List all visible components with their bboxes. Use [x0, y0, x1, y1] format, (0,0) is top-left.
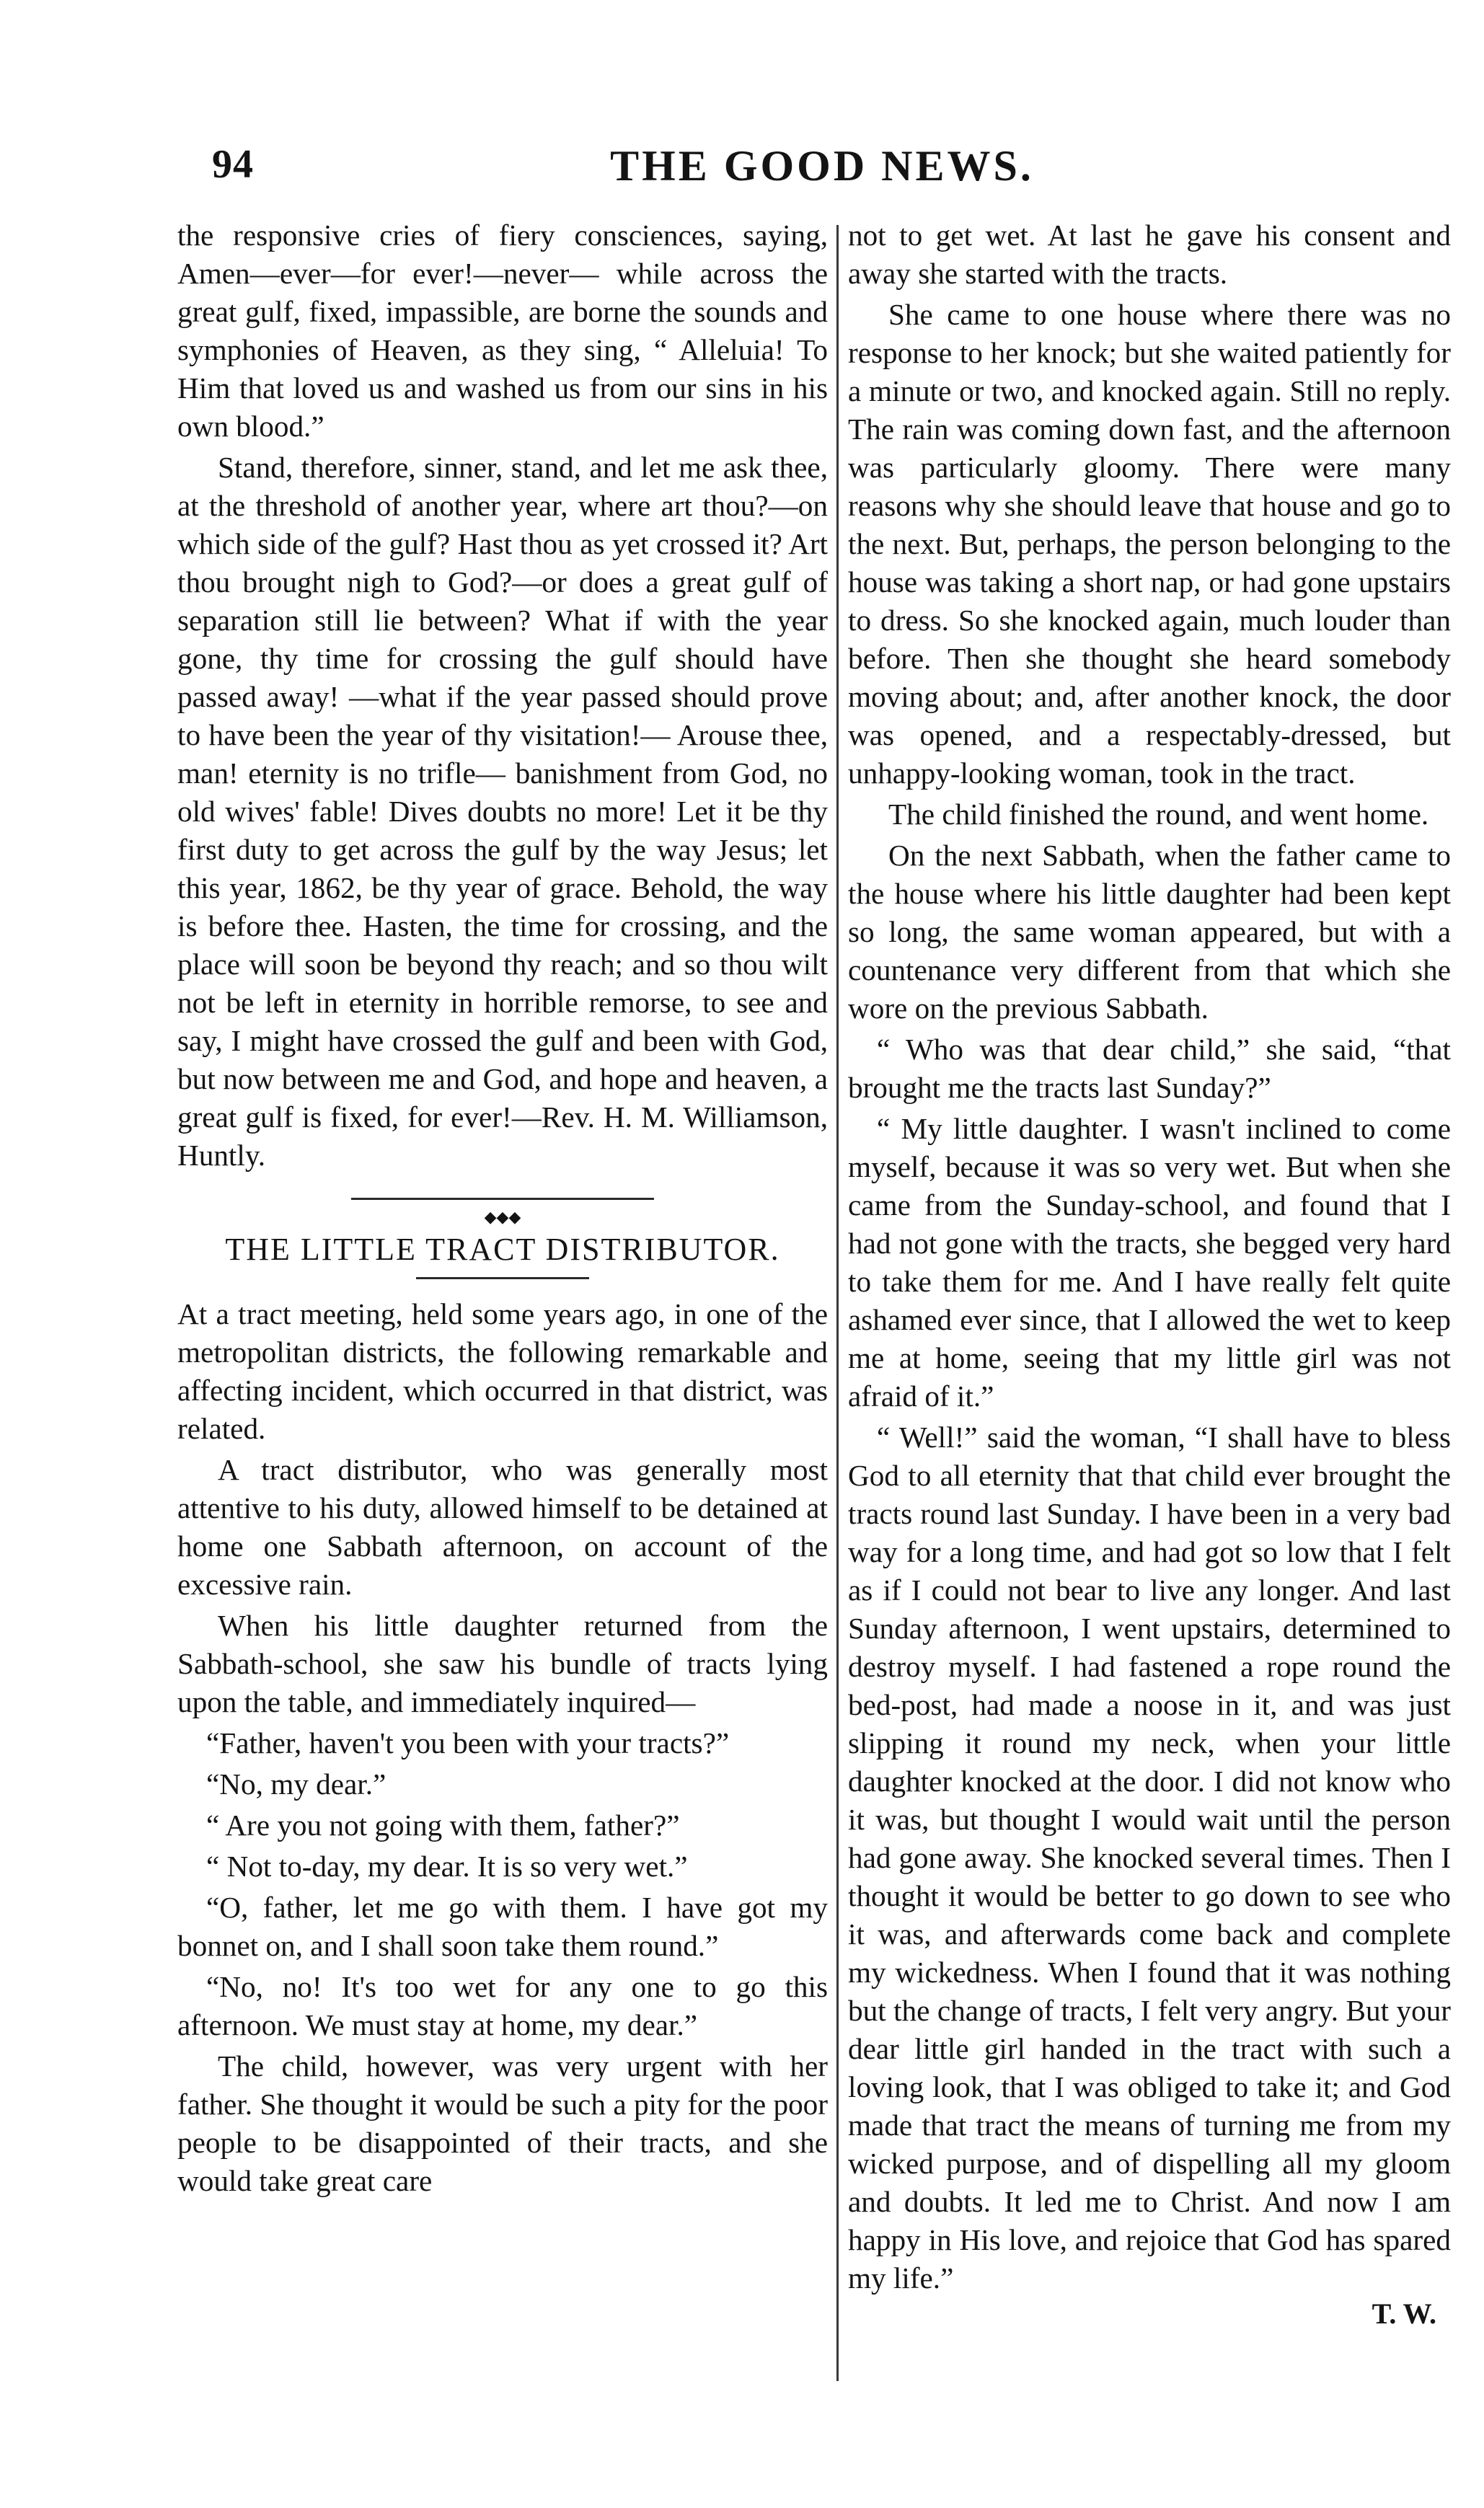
page-header — [202, 141, 1442, 206]
paragraph: Stand, therefore, sinner, stand, and let me ask thee, at the threshold of another year, where art thou?—on which side of the gulf? Hast thou as yet crossed it? Art thou brought nigh to God?—or does a great gulf of separation still lie between? What if with the year gone, thy time for crossing the gulf should have passed away! —what if the year passed should prove to have been the year of thy visitation!— Arouse thee, man! eternity is no trifle— banishment from God, no old wives' fable! Dives doubts no more! Let it be thy first duty to get across the gulf by the way Jesus; let this year, 1862, be thy year of grace. Behold, the way is before thee. Hasten, the time for crossing, and the place will soon be beyond thy reach; and so thou wilt not be left in eternity in horrible remorse, to see and say, I might have crossed the gulf and been with God, but now between me and God, and hope and heaven, a great gulf is fixed, for ever!—Rev. H. M. Williamson, Huntly. — [177, 451, 828, 1172]
running-title: THE GOOD NEWS. — [610, 142, 1034, 190]
paragraph: A tract distributor, who was generally most attentive to his duty, allowed himself to be detained at home one Sabbath afternoon, on account of the excessive rain. — [177, 1453, 828, 1601]
dialogue-line: “Father, haven't you been with your tracts?” — [206, 1726, 730, 1759]
dialogue-line: “ Are you not going with them, father?” — [206, 1809, 680, 1842]
dialogue-line: “ Not to-day, my dear. It is so very wet.” — [206, 1850, 688, 1883]
dialogue-line: “ Well!” said the woman, “I shall have to bless God to all eternity that that child ever brought the tracts round last Sunday. I have been in a very bad way for a long time, and had got so low that I felt as if I could not bear to live any longer. And last Sunday afternoon, I went upstairs, determined to destroy myself. I had fastened a rope round the bed-post, had made a noose in it, and was just slipping it round my neck, when your little daughter knocked at the door. I did not know who it was, but thought I would wait until the person had gone away. She knocked several times. Then I thought it would be better to go down to see who it was, and afterwards come back and complete my wickedness. When I found that it was nothing but the change of tracts, I felt very angry. But your dear little girl handed in the tract with such a loving look, that I was obliged to take it; and God made that tract the means of turning me from my wicked purpose, and of dispelling all my gloom and doubts. It led me to Christ. And now I am happy in His love, and rejoice that God has spared my life.” — [848, 1421, 1451, 2295]
heading-underline — [416, 1277, 589, 1279]
paragraph: On the next Sabbath, when the father came to the house where his little daughter had been kept so long, the same woman appeared, but with a countenance very different from that which she wore on the previous Sabbath. — [848, 839, 1451, 1025]
dialogue-line: “ Who was that dear child,” she said, “that brought me the tracts last Sunday?” — [848, 1033, 1451, 1104]
dialogue-line: “O, father, let me go with them. I have got my bonnet on, and I shall soon take them round.” — [177, 1891, 828, 1962]
paragraph: not to get wet. At last he gave his consent and away she started with the tracts. — [848, 218, 1451, 290]
dialogue-line: “ My little daughter. I wasn't inclined to come myself, because it was so very wet. But when she came from the Sunday-school, and found that I had not gone with the tracts, she begged very hard to take them for me. And I have really felt quite ashamed ever since, that I allowed the wet to keep me at home, seeing that my little girl was not afraid of it.” — [848, 1112, 1451, 1413]
section-heading: THE LITTLE TRACT DISTRIBUTOR. — [225, 1232, 780, 1267]
paragraph: She came to one house where there was no response to her knock; but she waited patiently for a minute or two, and knocked again. Still no reply. The rain was coming down fast, and the afternoon was particularly gloomy. There were many reasons why she should leave that house and go to the next. But, perhaps, the person belonging to the house was taking a short nap, or had gone upstairs to dress. So she knocked again, much louder than before. Then she thought she heard somebody moving about; and, after another knock, the door was opened, and a respectably-dressed, but unhappy-looking woman, took in the tract. — [848, 298, 1451, 790]
left-column — [177, 216, 828, 2423]
author-signature: T. W. — [1372, 2297, 1436, 2330]
right-column — [848, 216, 1451, 2423]
paragraph: The child, however, was very urgent with her father. She thought it would be such a pity for the poor people to be disappointed of their tracts, and she would take great care — [177, 2049, 828, 2197]
dialogue-line: “No, no! It's too wet for any one to go this afternoon. We must stay at home, my dear.” — [177, 1970, 828, 2041]
column-divider — [836, 225, 839, 2381]
dialogue-line: “No, my dear.” — [206, 1767, 387, 1801]
paragraph: When his little daughter returned from the Sabbath-school, she saw his bundle of tracts lying upon the table, and immediately inquired— — [177, 1609, 828, 1718]
page-number: 94 — [212, 142, 254, 187]
section-divider-ornament: ◆◆◆ — [351, 1193, 654, 1204]
paragraph: At a tract meeting, held some years ago, in one of the metropolitan districts, the following remarkable and affecting incident, which occurred in that district, was related. — [177, 1297, 828, 1445]
paragraph: The child finished the round, and went home. — [888, 798, 1429, 831]
paragraph: the responsive cries of fiery consciences, saying, Amen—ever—for ever!—never— while across the great gulf, fixed, impassible, are borne the sounds and symphonies of Heaven, as they sing, “ Alleluia! To Him that loved us and washed us from our sins in his own blood.” — [177, 218, 828, 443]
